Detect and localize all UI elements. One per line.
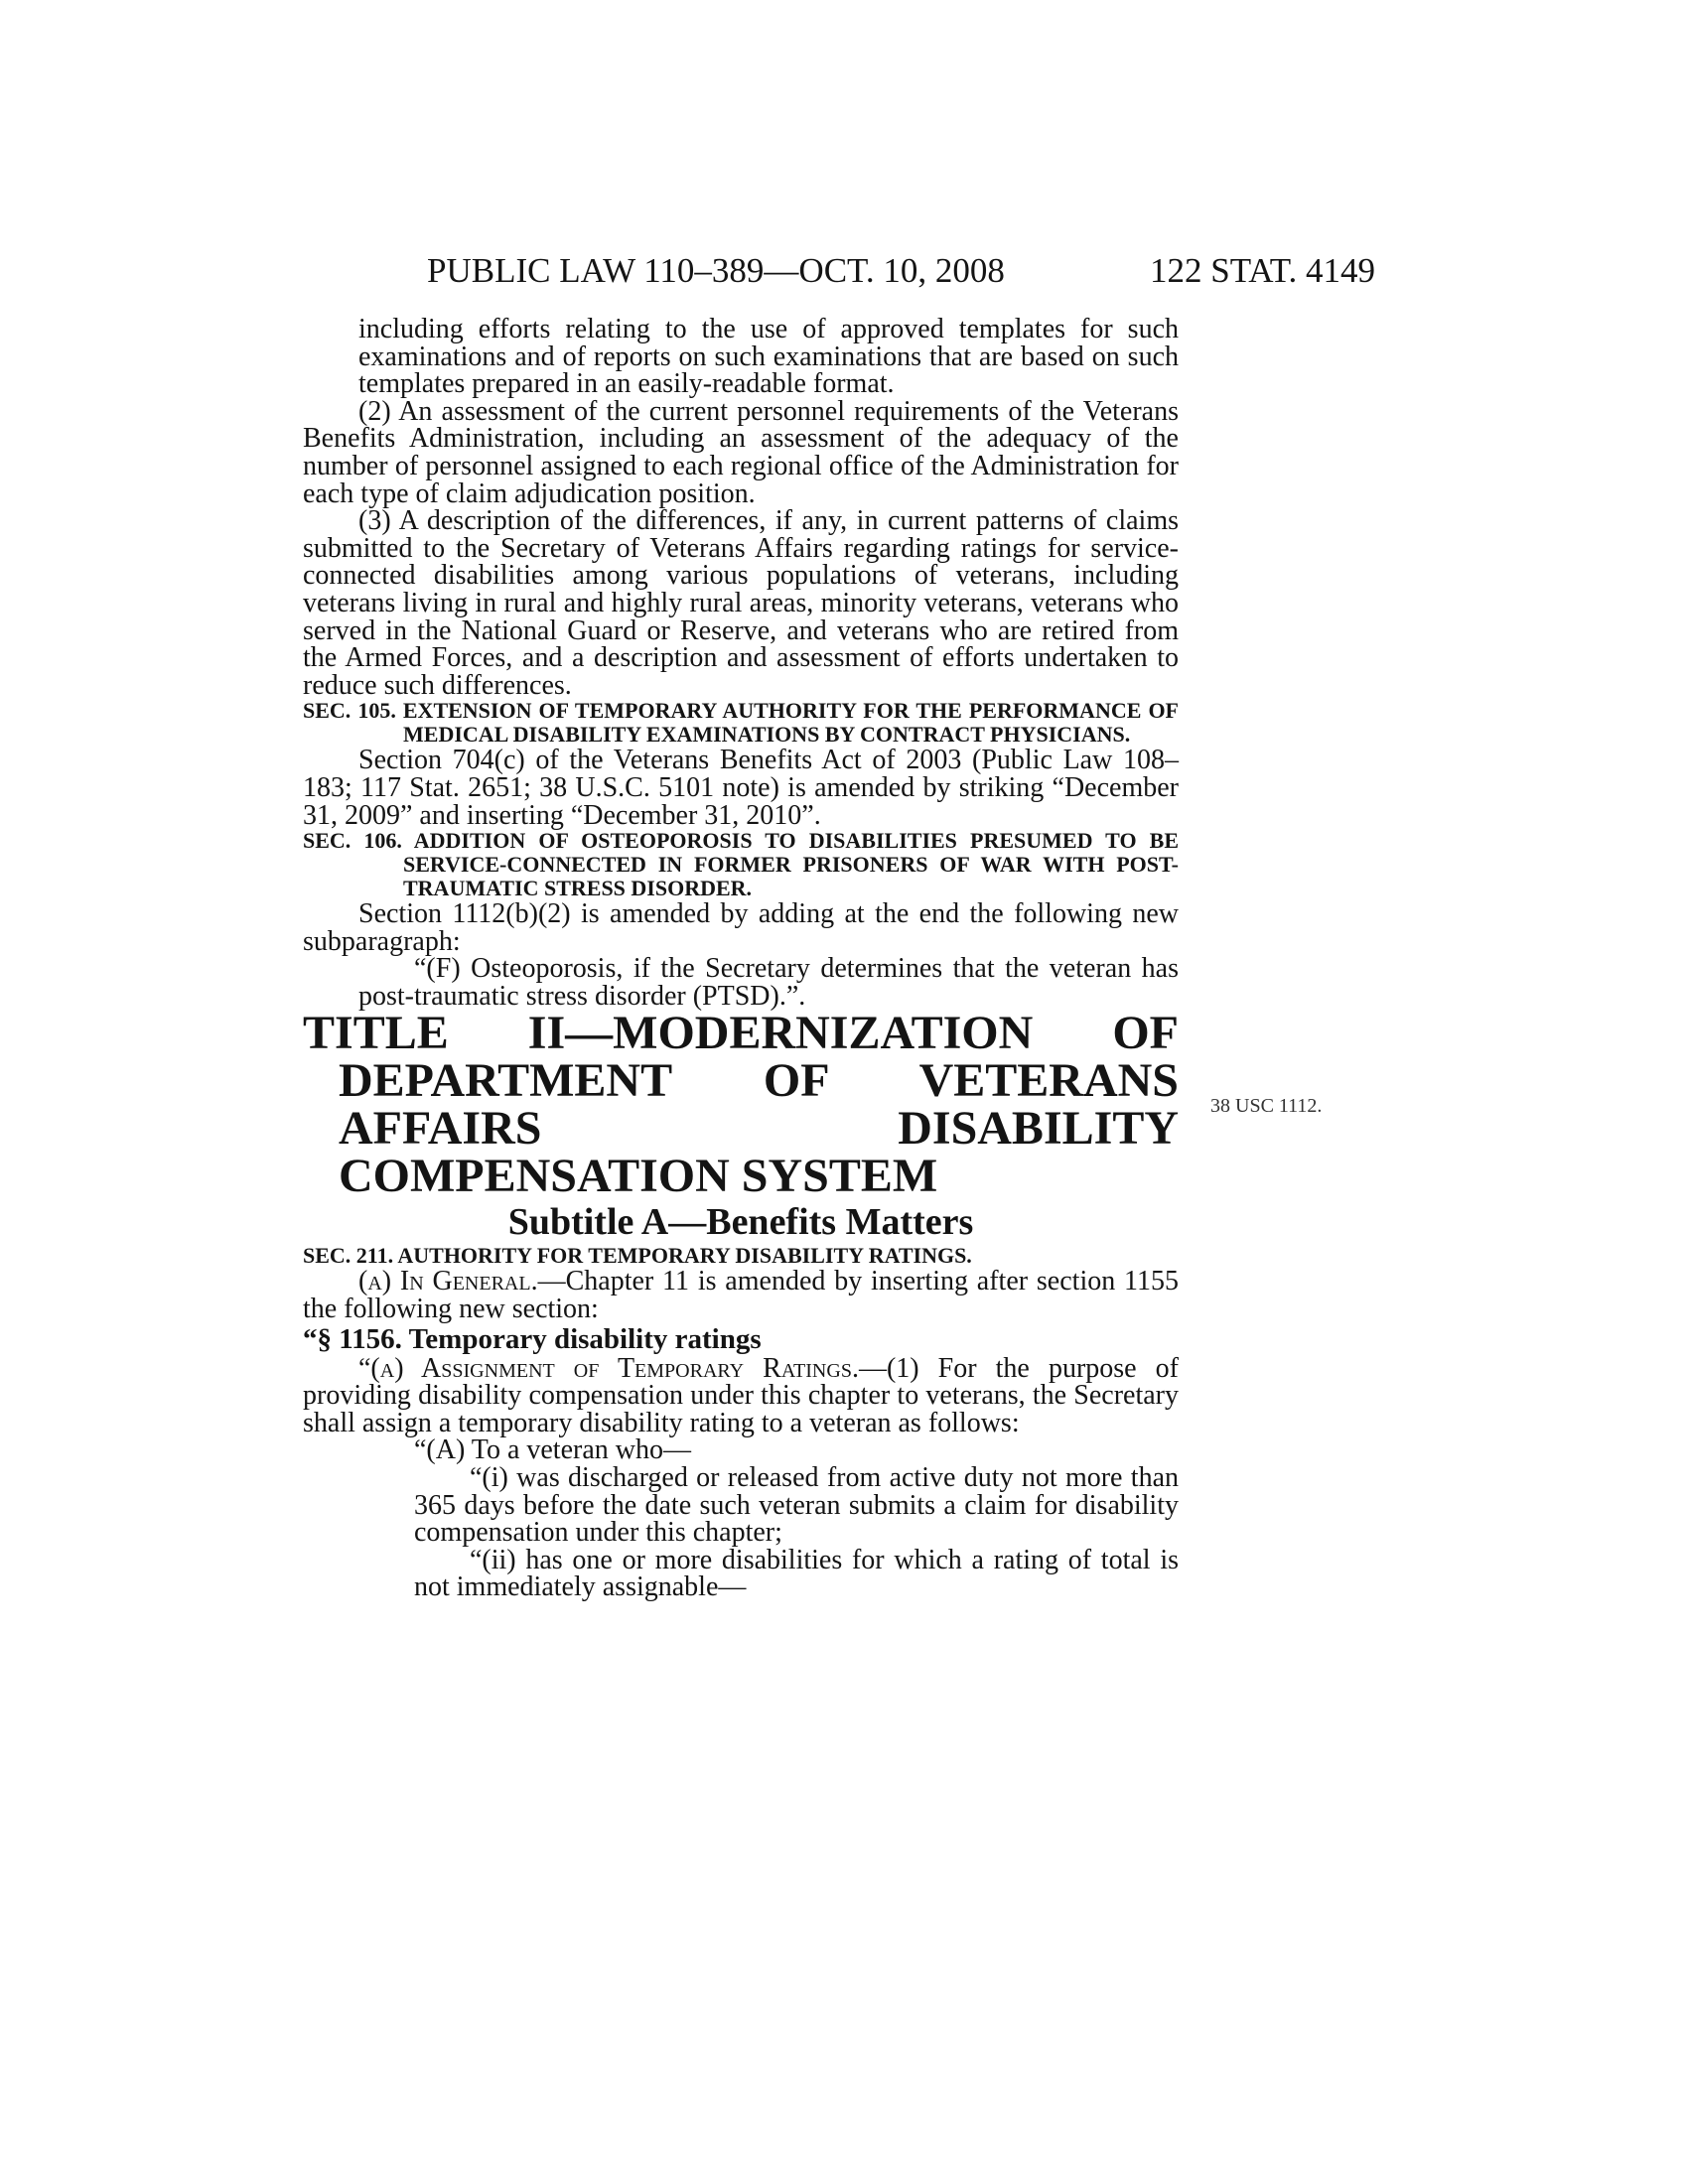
subtitle-a-heading: Subtitle A—Benefits Matters — [507, 1201, 974, 1244]
section-211-a — [303, 1266, 1179, 1325]
paragraph-3: (3) A description of the differences, if any, in current patterns of claims submitted to the Secretary of Veterans Affairs regarding ratings for service-connected disabilities among various populations of veterans, including veterans living in rural and highly rural areas, minority veterans, veterans who served in the National Guard or Reserve, and veterans who are retired from the Armed Forces, and a description and assessment of efforts undertaken to reduce such differences. — [303, 505, 1179, 701]
paragraph-2: (2) An assessment of the current personnel requirements of the Veterans Benefits Administration, including an assessment of the adequacy of the number of personnel assigned to each regional office of the Administration for each type of claim adjudication position. — [303, 395, 1179, 509]
section-106-quote: “(F) Osteoporosis, if the Secretary determines that the veteran has post-traumatic stress disorder (PTSD).”. — [358, 953, 1179, 1012]
section-105-heading: SEC. 105. EXTENSION OF TEMPORARY AUTHORITY FOR THE PERFORMANCE OF MEDICAL DISABILITY EXAMINATIONS BY CONTRACT PHYSICIANS. — [303, 698, 1179, 748]
section-211-a-text: —Chapter 11 is amended by inserting after section 1155 the following new section: — [303, 1266, 1179, 1325]
header-law-citation: PUBLIC LAW 110–389—OCT. 10, 2008 — [427, 251, 1005, 290]
title-ii-heading: TITLE II—MODERNIZATION OF DEPARTMENT OF VETERANS AFFAIRS DISABILITY COMPENSATION SYSTEM — [303, 1007, 1179, 1203]
header-stat-page: 122 STAT. 4149 — [1150, 251, 1375, 290]
running-header — [303, 246, 1375, 296]
section-1156-heading: “§ 1156. Temporary disability ratings — [303, 1322, 762, 1355]
section-106-heading: SEC. 106. ADDITION OF OSTEOPOROSIS TO DISABILITIES PRESUMED TO BE SERVICE-CONNECTED IN FORMER PRISONERS OF WAR WITH POST-TRAUMATIC STRESS DISORDER. — [303, 828, 1179, 901]
section-1156-a — [303, 1352, 1179, 1438]
section-1156-a-text: —(1) For the purpose of providing disability compensation under this chapter to veterans, the Secretary shall assign a temporary disability rating to a veteran as follows: — [303, 1352, 1179, 1438]
subparagraph-A: “(A) To a veteran who— — [414, 1434, 691, 1466]
section-211-heading: SEC. 211. AUTHORITY FOR TEMPORARY DISABILITY RATINGS. — [303, 1243, 972, 1269]
clause-ii: “(ii) has one or more disabilities for which a rating of total is not immediately assignable— — [414, 1544, 1179, 1603]
paragraph-continuation: including efforts relating to the use of approved templates for such examinations and of reports on such examinations that are based on such templates prepared in an easily-readable format. — [358, 314, 1179, 400]
section-211-a-label: (a) In General. — [358, 1266, 538, 1297]
margin-note-usc: 38 USC 1112. — [1210, 1095, 1323, 1117]
section-1156-a-label: “(a) Assignment of Temporary Ratings. — [358, 1352, 859, 1384]
clause-i: “(i) was discharged or released from active duty not more than 365 days before the date such veteran submits a claim for disability compensation under this chapter; — [414, 1462, 1179, 1549]
section-105-text: Section 704(c) of the Veterans Benefits Act of 2003 (Public Law 108–183; 117 Stat. 2651; 38 U.S.C. 5101 note) is amended by striking “December 31, 2009” and inserting “December 31, 2010”. — [303, 745, 1179, 831]
section-106-text: Section 1112(b)(2) is amended by adding at the end the following new subparagraph: — [303, 898, 1179, 957]
document-body — [303, 316, 1179, 1601]
